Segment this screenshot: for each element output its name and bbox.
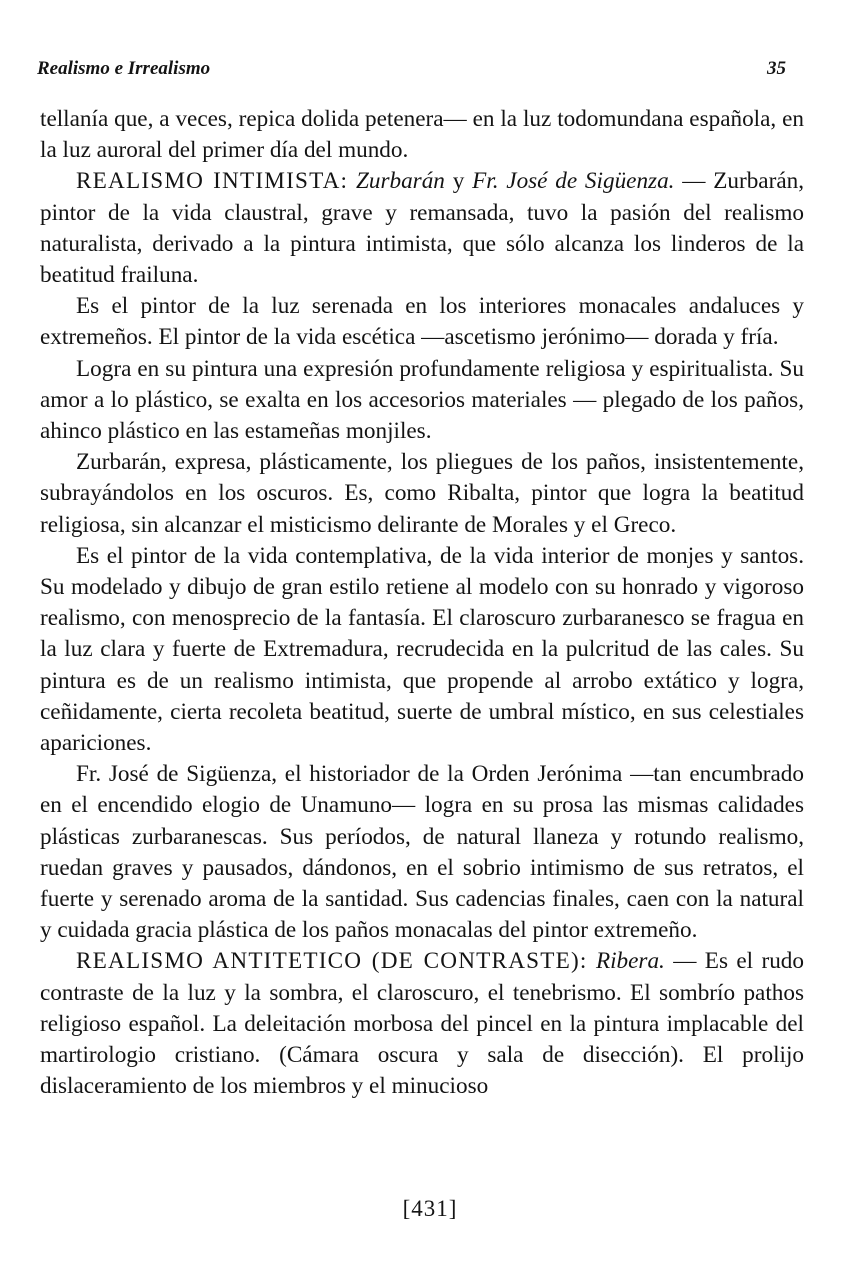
conjunction: y xyxy=(444,168,473,195)
folio-number: [431] xyxy=(402,1196,458,1221)
paragraph-realismo-antitetico xyxy=(40,946,804,1102)
artist-name-ribera: Ribera. xyxy=(595,948,665,975)
body-text xyxy=(40,104,804,1103)
paragraph: Logra en su pintura una expresión profundamente religiosa y espiritualista. Su amor a lo plástico, se exalta en los accesorios materiales — plegado de los paños, ahinco plástico en las estameñas monjiles. xyxy=(40,355,804,445)
author-name-siguenza: Fr. José de Sigüenza. xyxy=(472,168,675,195)
paragraph-realismo-intimista xyxy=(40,166,804,291)
paragraph: Es el pintor de la luz serenada en los interiores monacales andaluces y extremeños. El pintor de la vida escética —ascetismo jerónimo— dorada y fría. xyxy=(40,293,804,351)
paragraph-continuation: tellanía que, a veces, repica dolida petenera— en la luz todomundana española, en la luz auroral del primer día del mundo. xyxy=(40,106,804,164)
paragraph: Es el pintor de la vida contemplativa, de la vida interior de monjes y santos. Su modelado y dibujo de gran estilo retiene al modelo con su honrado y vigoroso realismo, con menosprecio de la fantasía. El claroscuro zurbaranesco se fragua en la luz clara y fuerte de Extremadura, recrudecida en la pulcritud de las cales. Su pintura es de un realismo intimista, que propende al arrobo extático y logra, ceñidamente, cierta recoleta beatitud, suerte de umbral místico, en sus celestiales apariciones. xyxy=(40,542,804,757)
running-title: Realismo e Irrealismo xyxy=(37,58,211,79)
paragraph: Zurbarán, expresa, plásticamente, los pliegues de los paños, insistentemente, subrayándolos en los oscuros. Es, como Ribalta, pintor que logra la beatitud religiosa, sin alcanzar el misticismo delirante de Morales y el Greco. xyxy=(40,449,804,538)
running-header xyxy=(37,50,786,84)
page-number: 35 xyxy=(767,58,786,79)
paragraph-text: — Es el rudo contraste de la luz y la sombra, el claroscuro, el tenebrismo. El sombrío pathos religioso español. La deleitación morbosa del pincel en la pintura implacable del martirologio cristiano. (Cámara oscura y sala de disección). El prolijo dislaceramiento de los miembros y el minucioso xyxy=(40,948,804,1100)
section-heading-realismo-antitetico: REALISMO ANTITETICO (DE CONTRASTE): xyxy=(76,948,588,975)
paragraph: Fr. José de Sigüenza, el historiador de la Orden Jerónima —tan encumbrado en el encendido elogio de Unamuno— logra en su prosa las mismas calidades plásticas zurbaranescas. Sus períodos, de natural llaneza y rotundo realismo, ruedan graves y pausados, dándonos, en el sobrio intimismo de sus retratos, el fuerte y serenado aroma de la santidad. Sus cadencias finales, caen con la natural y cuidada gracia plástica de los paños monacalas del pintor extremeño. xyxy=(40,761,804,944)
paragraph-text: — Zurbarán, pintor de la vida claustral, grave y remansada, tuvo la pasión del realismo naturalista, derivado a la pintura intimista, que sólo alcanza los linderos de la beatitud frailuna. xyxy=(40,168,804,289)
artist-name-zurbaran: Zurbarán xyxy=(355,168,445,195)
section-heading-realismo-intimista: REALISMO INTIMISTA: xyxy=(76,168,349,195)
